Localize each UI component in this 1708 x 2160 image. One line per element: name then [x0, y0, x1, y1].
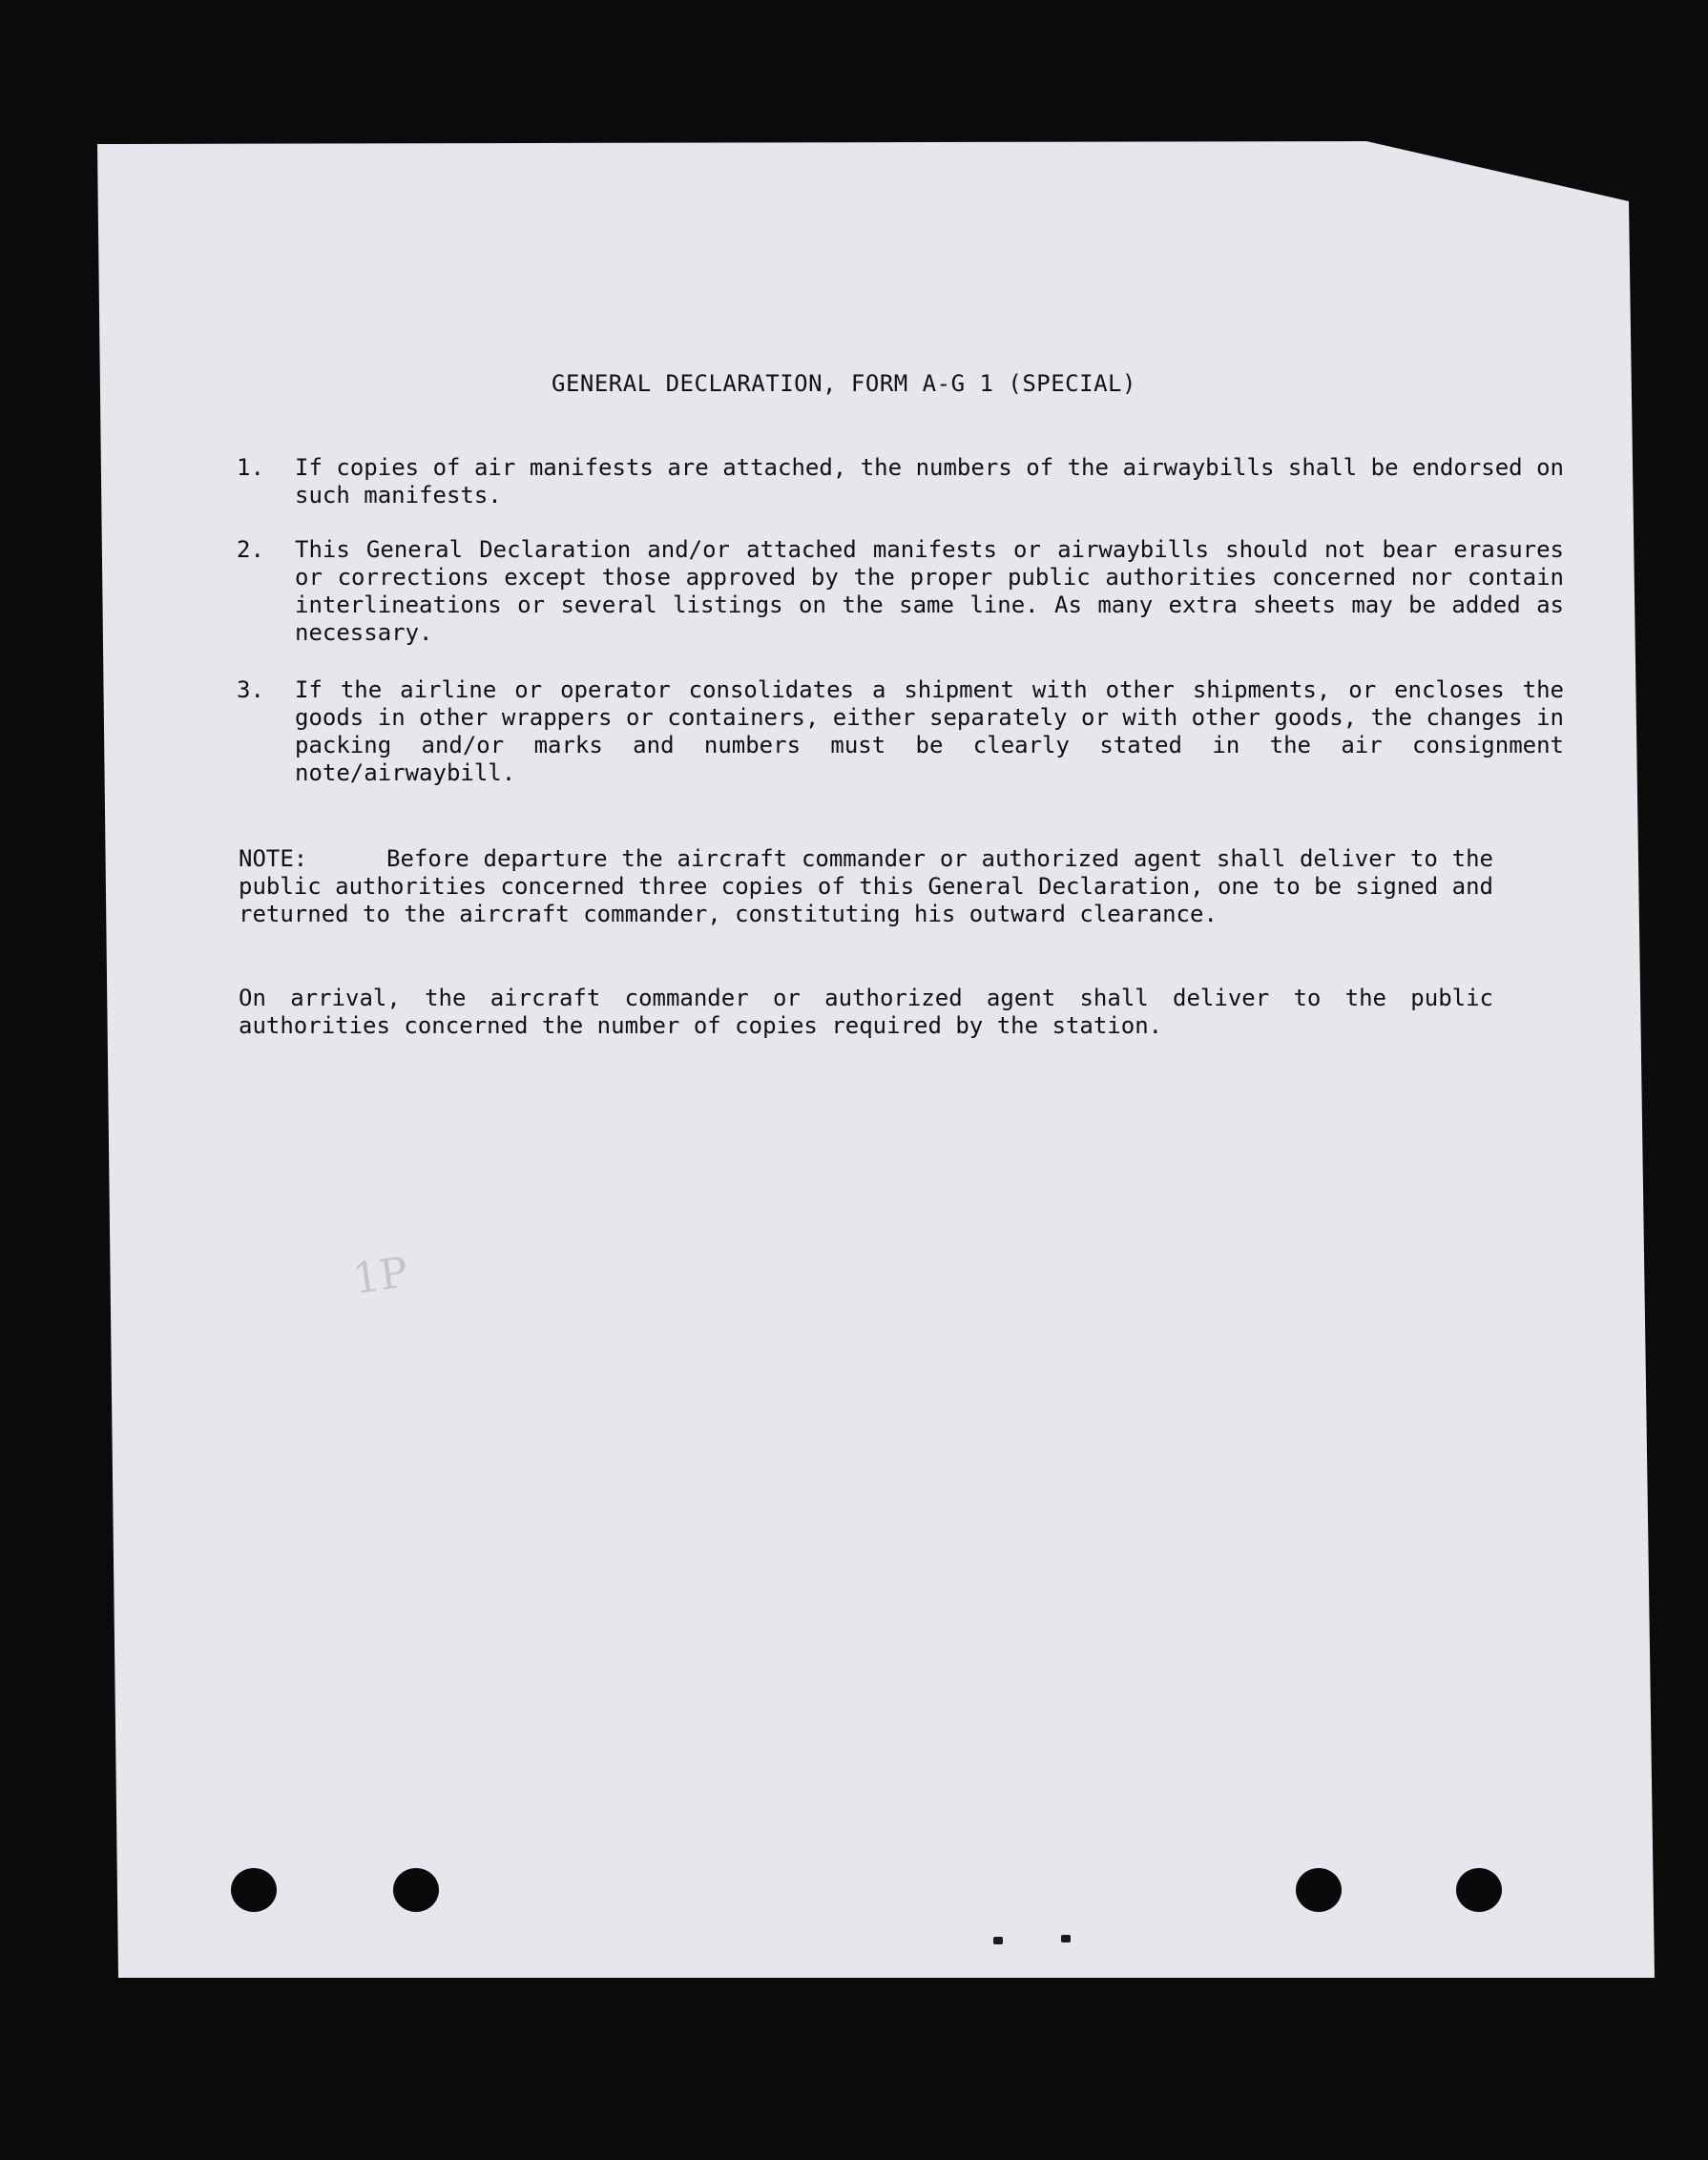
punch-hole — [393, 1868, 439, 1912]
document-title: GENERAL DECLARATION, FORM A-G 1 (SPECIAL) — [552, 370, 1136, 397]
item-text: This General Declaration and/or attached manifests or airwaybills should not bear erasures or corrections except those approved by the proper public authorities concerned nor contain interlineations or several listings on the same line. As many extra sheets may be added as necessary. — [295, 536, 1564, 646]
punch-hole — [1296, 1868, 1342, 1912]
item-number: 2. — [237, 536, 264, 563]
note-text: Before departure the aircraft commander or authorized agent shall deliver to the public authorities concerned three copies of this General Declaration, one to be signed and returned to the aircraft commander, constituting his outward clearance. — [239, 845, 1493, 927]
item-number: 1. — [237, 454, 264, 481]
staple-mark — [993, 1937, 1003, 1944]
punch-hole — [1456, 1868, 1502, 1912]
staple-mark — [1061, 1935, 1071, 1942]
document-body — [97, 141, 1655, 1978]
note-paragraph — [239, 845, 1493, 928]
note-label: NOTE: — [239, 845, 308, 872]
item-text: If the airline or operator consolidates a shipment with other shipments, or encloses the goods in other wrappers or containers, either separately or with other goods, the changes in packing and/or marks and numbers must be clearly stated in the air consignment note/airwaybill. — [295, 676, 1564, 786]
arrival-paragraph: On arrival, the aircraft commander or authorized agent shall deliver to the public authorities concerned the number of copies required by the station. — [239, 985, 1493, 1039]
item-number: 3. — [237, 676, 264, 703]
item-text: If copies of air manifests are attached, the numbers of the airwaybills shall be endorsed on such manifests. — [295, 454, 1564, 509]
pencil-mark: 1P — [349, 1248, 411, 1304]
punch-hole — [231, 1868, 277, 1912]
